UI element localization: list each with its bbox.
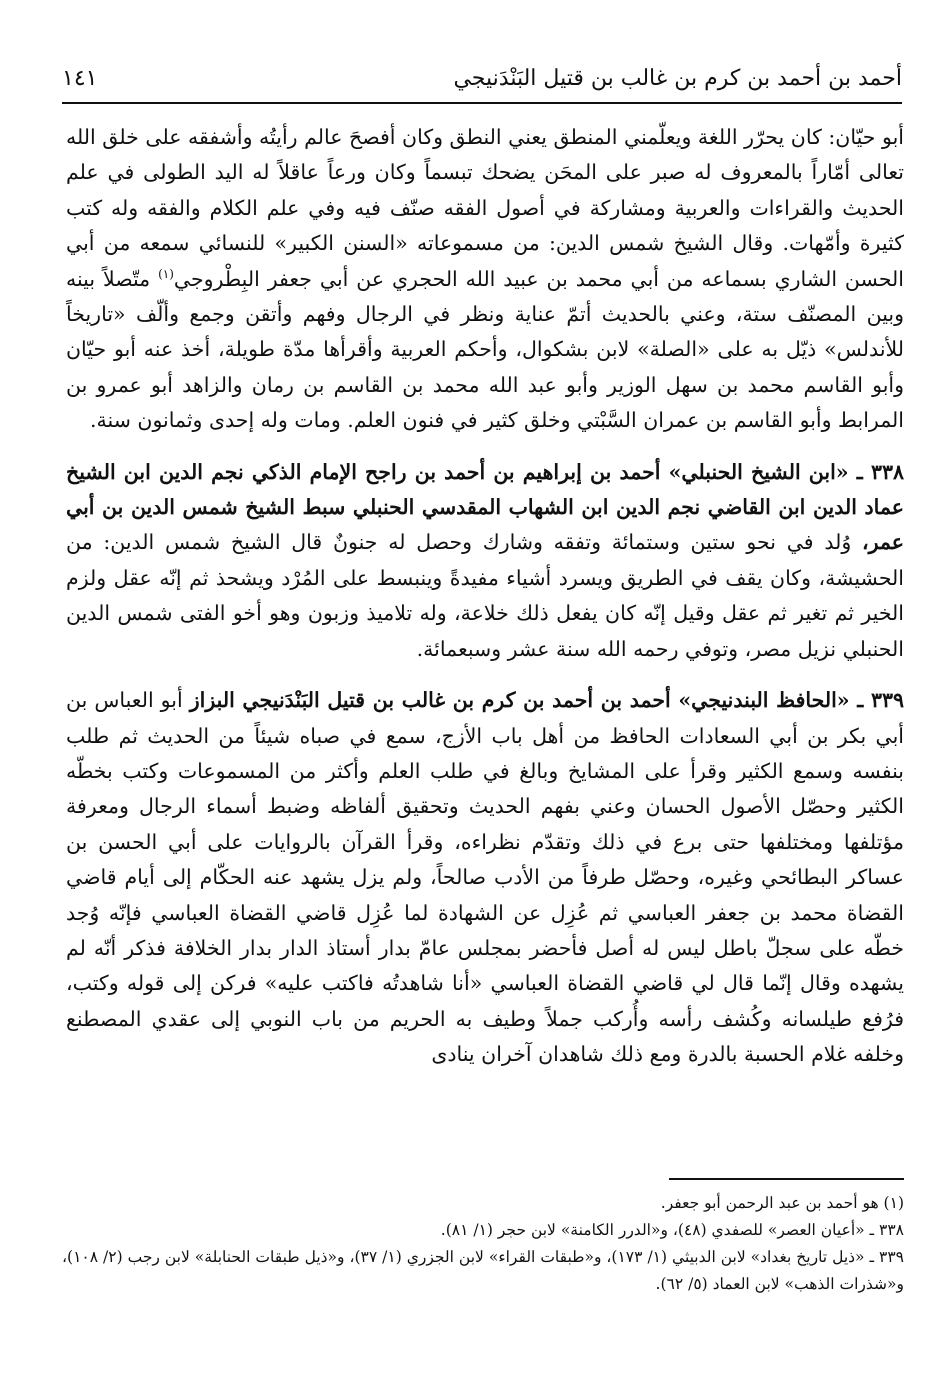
entry-heading: ٣٣٩ ـ «الحافظ البندنيجي» أحمد بن أحمد بن كرم بن غالب بن قتيل البَنْدَنيجي البزاز bbox=[189, 688, 905, 713]
entry-body: أبو العباس بن أبي بكر بن أبي السعادات الحافظ من أهل باب الأزج، سمع في صباه شيئاً من الحديث ثم طلب بنفسه وسمع الكثير وقرأ على المشايخ وبالغ في طلب العلم وأكثر من المسموعات وكتب بخطّه الكثير وحصّل الأصول الحسان وعني بفهم الحديث وتحقيق ألفاظه وضبط أسماء الرجال ومعرفة مؤتلفها ومختلفها حتى برع في ذلك وتقدّم نظراءه، وقرأ القرآن بالروايات على أبي الحسن بن عساكر البطائحي وغيره، وحصّل طرفاً من الأدب صالحاً، ولم يزل يشهد عنه الحكّام إلى أيام قاضي القضاة محمد بن جعفر العباسي ثم عُزِل عن الشهادة لما عُزِل قاضي القضاة العباسي فإنّه وُجد خطّه على سجلّ باطل ليس له أصل فأحضر بمجلس عامّ بدار أستاذ الدار بدار الخلافة فذكر أنّه لم يشهده وقال إنّما قال لي قاضي القضاة العباسي «أنا شاهدتُه فاكتب عليه» فركن إلى قوله وكتب، فرُفع طيلسانه وكُشف رأسه وأُركب جملاً وطيف به الحريم من باب النوبي إلى عقدي المصطنع وخلفه غلام الحسبة بالدرة ومع ذلك شاهدان آخران ينادى bbox=[66, 688, 904, 1067]
biography-entry-338 bbox=[66, 455, 904, 667]
main-text bbox=[66, 120, 904, 1073]
footnote-338: ٣٣٨ ـ «أعيان العصر» للصفدي (٤٨)، و«الدرر الكامنة» لابن حجر (١/ ٨١). bbox=[440, 1221, 904, 1239]
footnote-339: ٣٣٩ ـ «ذيل تاريخ بغداد» لابن الدبيثي (١/ ١٧٣)، و«طبقات القراء» لابن الجزري (١/ ٣٧)، و«ذيل طبقات الحنابلة» لابن رجب (٢/ ١٠٨)، و«شذرات الذهب» لابن العماد (٥/ ٦٢). bbox=[62, 1248, 904, 1293]
page-number: ١٤١ bbox=[62, 66, 98, 91]
entry-body: وُلد في نحو ستين وستمائة وتفقه وشارك وحصل له جنونٌ قال الشيخ شمس الدين: من الحشيشة، وكان يقف في الطريق ويسرد أشياء مفيدةً وينبسط على المُرْد ويشحذ ثم إنّه عقل ولزم الخير ثم تغير ثم عقل وقيل إنّه كان يفعل ذلك خلاعة، وله تلاميذ وزبون وهو أخو الفتى شمس الدين الحنبلي نزيل مصر، وتوفي رحمه الله سنة عشر وسبعمائة. bbox=[66, 530, 904, 661]
running-title: أحمد بن أحمد بن كرم بن غالب بن قتيل البَنْدَنيجي bbox=[453, 66, 902, 91]
paragraph-text: أبو حيّان: كان يحرّر اللغة ويعلّمني المنطق يعني النطق وكان أفصحَ عالم رأيتُه وأشفقه على خلق الله تعالى أمّاراً بالمعروف له صبر على المحَن يضحك تبسماً وكان ورعاً عاقلاً له اليد الطولى في علم الحديث والقراءات والعربية ومشاركة في أصول الفقه صنّف فيه وفي علم الكلام والفقه وله كتب كثيرة وأمّهات. وقال الشيخ شمس الدين: من مسموعاته «السنن الكبير» للنسائي سمعه من أبي الحسن الشاري بسماعه من أبي محمد بن عبيد الله الحجري عن أبي جعفر البِطْروجي bbox=[66, 125, 904, 291]
footnote-1: (١) هو أحمد بن عبد الرحمن أبو جعفر. bbox=[660, 1194, 904, 1212]
footnote-reference[interactable]: (١) bbox=[158, 266, 174, 281]
footnote-divider bbox=[669, 1178, 904, 1180]
paragraph-text: متّصلاً بينه وبين المصنّف ستة، وعني بالحديث أتمّ عناية ونظر في الرجال وفهم وأتقن وجمع وألّف «تاريخاً للأندلس» ذيّل به على «الصلة» لابن بشكوال، وأحكم العربية وأقرأها مدّة طويلة، أخذ عنه أبو حيّان وأبو القاسم محمد بن سهل الوزير وأبو عبد الله محمد بن القاسم بن رمان والزاهد أبو عمرو بن المرابط وأبو القاسم بن عمران السَّبْتي وخلق كثير في فنون العلم. ومات وله إحدى وثمانون سنة. bbox=[66, 266, 904, 433]
footnotes bbox=[62, 1178, 904, 1298]
biography-entry-339 bbox=[66, 683, 904, 1072]
page-header bbox=[62, 62, 902, 104]
paragraph-continuation bbox=[66, 120, 904, 439]
entry-heading: ٣٣٨ ـ «ابن الشيخ الحنبلي» أحمد بن إبراهيم بن أحمد بن راجح الإمام الذكي نجم الدين ابن الشيخ عماد الدين ابن القاضي نجم الدين ابن الشهاب المقدسي الحنبلي سبط الشيخ شمس الدين بن أبي عمر، bbox=[66, 459, 904, 555]
